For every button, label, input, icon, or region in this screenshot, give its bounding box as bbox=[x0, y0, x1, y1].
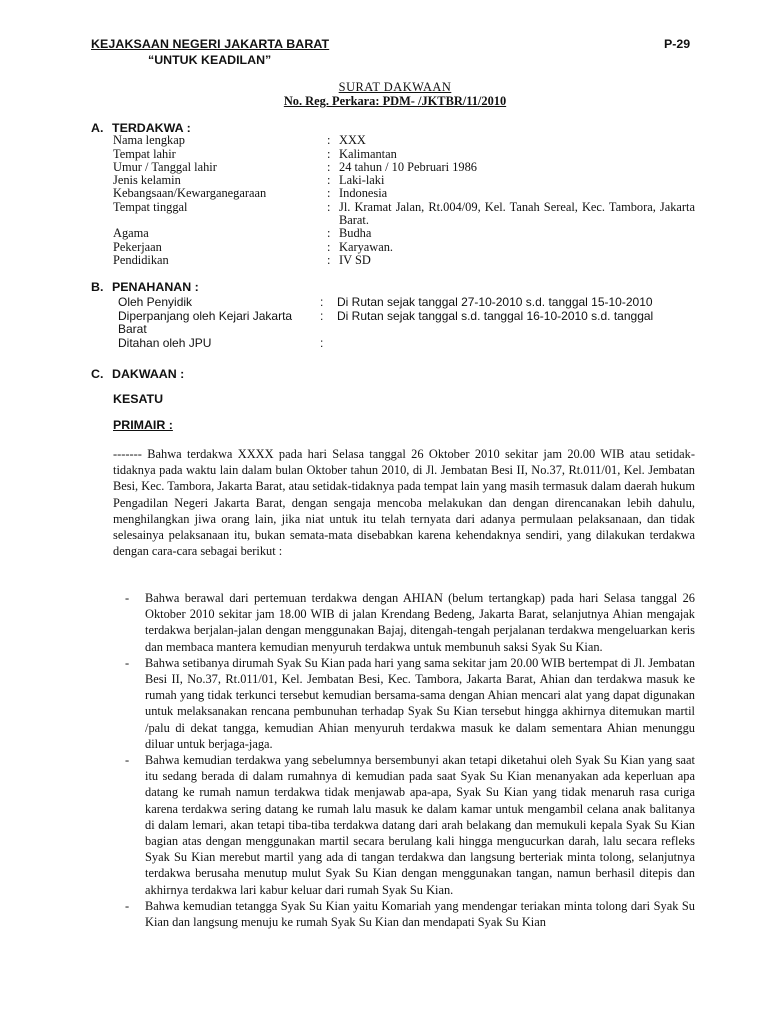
office-motto: “UNTUK KEADILAN” bbox=[148, 53, 272, 67]
document-page: KEJAKSAAN NEGERI JAKARTA BARAT “UNTUK KEADILAN” P-29 SURAT DAKWAAN No. Reg. Perkara: PDM- /JKTBR/11/2010 A. TERDAKWA : Nama lengkap : XXX Tempat lahir : Kalimantan Umur / Tanggal lahir : 24 tahun / 10 Pebruari 1986 Jenis kelamin : Laki-laki Kebangsaan/Kewarganegaraan : Indonesia Tempat tinggal : Jl. Kramat Jalan, Rt.004/09, Kel. Tanah Sereal, Kec. Tambora, Jakarta Barat. Agama : Budha Pekerjaan : Karyawan. Pendidikan : IV SD B. PENAHANAN : Oleh Penyidik : Di Rutan sejak tanggal 27-10-2010 s.d. tanggal 15-10-2010 Diperpanjang oleh Kejari Jakarta Barat : Di Rutan sejak tanggal s.d. tanggal 16-10-2010 s.d. tanggal Ditahan oleh JPU : C. DAKWAAN : KESATU PRIMAIR : ------- Bahwa terdakwa XXXX pada hari Selasa tanggal 26 Oktober 2010 sekitar jam 20.00 WIB atau setidak-tidaknya pada waktu lain dalam bulan Oktober tahun 2010, di Jl. Jembatan Besi II, No.37, Rt.011/01, Kel. Jembatan Besi, Kec. Tambora, Jakarta Barat, atau setidak-tidaknya pada tempat lain yang masih termasuk dalam daerah hukum Pengadilan Negeri Jakarta Barat, dengan sengaja mencoba melakukan dan dengan direncanakan lebih dahulu, menghilangkan jiwa orang lain, jika niat untuk itu telah ternyata dari adanya permulaan pelaksanaan, dan tidak selesainya pelaksanaan itu, bukan semata-mata disebabkan karena kehendaknya sendiri, yang dilakukan terdakwa dengan cara-cara sebagai berikut : - Bahwa berawal dari pertemuan terdakwa dengan AHIAN (belum tertangkap) pada hari Selasa tanggal 26 Oktober 2010 sekitar jam 18.00 WIB di jalan Krendang Bedeng, Jakarta Barat, selanjutnya Ahian mengajak terdakwa berjalan-jalan dengan menggunakan Bajaj, ditengah-tengah perjalanan terdakwa mengeluarkan keris dan membaca mantera kemudian menyuruh terdakwa untuk membunuh saksi Syak Su Kian. - Bahwa setibanya dirumah Syak Su Kian pada hari yang sama sekitar jam 20.00 WIB bertempat di Jl. Jembatan Besi II, No.37, Rt.011/01, Kel. Jembatan Besi, Kec. Tambora, Jakarta Barat, Ahian dan terdakwa masuk ke rumah yang tidak terkunci tersebut kemudian bersama-sama dengan Ahian mencari alat yang dapat digunakan untuk melaksanakan rencana pembunuhan terhadap Syak Su Kian tersebut hingga akhirnya ditemukan martil /palu di dekat tangga, kemudian Ahian menyuruh terdakwa masuk ke dalam sementara Ahian menunggu diluar untuk berjaga-jaga. - Bahwa kemudian terdakwa yang sebelumnya bersembunyi akan tetapi diketahui oleh Syak Su Kian yang saat itu sedang berada di dalam rumahnya di kemudian pada saat Syak Su Kian menanyakan ada keperluan apa datang ke rumah namun terdakwa tidak menjawab apa-apa, Syak Su Kian yang tidak menaruh rasa curiga karena terdakwa sering datang ke rumah lalu masuk ke dalam kamar untuk mengambil celana anak balitanya di dalam lemari, akan tetapi tiba-tiba terdakwa datang dari arah belakang dan memukuli kepala Syak Su Kian bagian atas dengan menggunakan martil secara berulang kali hingga mengucurkan darah, lalu secara refleks Syak Su Kian merebut martil yang ada di tangan terdakwa dan langsung berteriak minta tolong, selanjutnya terdakwa berusaha menutup mulut Syak Su Kian dengan menggunakan tangan, namun berhasil ditepis dan akhirnya terdakwa lari kabur keluar dari rumah Syak Su Kian. - Bahwa kemudian tetangga Syak Su Kian yaitu Komariah yang mendengar teriakan minta tolong dari Syak Su Kian dan langsung menuju ke rumah Syak Su Kian dan mendapati Syak Su Kian bbox=[0, 0, 768, 1024]
section-b-heading: B. PENAHANAN : bbox=[91, 280, 199, 294]
list-item: - Bahwa setibanya dirumah Syak Su Kian pada hari yang sama sekitar jam 20.00 WIB bertempat di Jl. Jembatan Besi II, No.37, Rt.011/01, Kel. Jembatan Besi, Kec. Tambora, Jakarta Barat, Ahian dan terdakwa masuk ke rumah yang tidak terkunci tersebut kemudian bersama-sama dengan Ahian mencari alat yang dapat digunakan untuk melaksanakan rencana pembunuhan terhadap Syak Su Kian tersebut hingga akhirnya ditemukan martil /palu di dekat tangga, kemudian Ahian menyuruh terdakwa masuk ke dalam sementara Ahian menunggu diluar untuk berjaga-jaga. bbox=[125, 655, 695, 751]
section-a-heading: A. TERDAKWA : bbox=[91, 121, 191, 135]
primair-heading: PRIMAIR : bbox=[113, 418, 173, 432]
section-c-heading: C. DAKWAAN : bbox=[91, 367, 185, 381]
form-code: P-29 bbox=[664, 37, 691, 51]
list-item: - Bahwa kemudian terdakwa yang sebelumnya bersembunyi akan tetapi diketahui oleh Syak Su Kian yang saat itu sedang berada di dalam rumahnya di kemudian pada saat Syak Su Kian menanyakan ada keperluan apa datang ke rumah namun terdakwa tidak menjawab apa-apa, Syak Su Kian yang tidak menaruh rasa curiga karena terdakwa sering datang ke rumah lalu masuk ke dalam kamar untuk mengambil celana anak balitanya di dalam lemari, akan tetapi tiba-tiba terdakwa datang dari arah belakang dan memukuli kepala Syak Su Kian bagian atas dengan menggunakan martil secara berulang kali hingga mengucurkan darah, lalu secara refleks Syak Su Kian merebut martil yang ada di tangan terdakwa dan langsung berteriak minta tolong, selanjutnya terdakwa berusaha menutup mulut Syak Su Kian dengan menggunakan tangan, namun berhasil ditepis dan akhirnya terdakwa lari kabur keluar dari rumah Syak Su Kian. bbox=[125, 753, 695, 897]
indictment-points bbox=[113, 590, 695, 930]
office-name: KEJAKSAAN NEGERI JAKARTA BARAT bbox=[91, 37, 330, 51]
indictment-intro: ------- Bahwa terdakwa XXXX pada hari Selasa tanggal 26 Oktober 2010 sekitar jam 20.00 WIB atau setidak-tidaknya pada waktu lain dalam bulan Oktober tahun 2010, di Jl. Jembatan Besi II, No.37, Rt.011/01, Kel. Jembatan Besi, Kec. Tambora, Jakarta Barat, atau setidak-tidaknya pada tempat lain yang masih termasuk dalam daerah hukum Pengadilan Negeri Jakarta Barat, dengan sengaja mencoba melakukan dan dengan direncanakan lebih dahulu, menghilangkan jiwa orang lain, jika niat untuk itu telah ternyata dari adanya permulaan pelaksanaan, dan tidak selesainya pelaksanaan itu, bukan semata-mata disebabkan karena kehendaknya sendiri, yang dilakukan terdakwa dengan cara-cara sebagai berikut : bbox=[113, 447, 695, 559]
kesatu-heading: KESATU bbox=[113, 392, 164, 406]
registration-number: No. Reg. Perkara: PDM- /JKTBR/11/2010 bbox=[283, 94, 507, 108]
list-item: - Bahwa berawal dari pertemuan terdakwa dengan AHIAN (belum tertangkap) pada hari Selasa tanggal 26 Oktober 2010 sekitar jam 18.00 WIB di jalan Krendang Bedeng, Jakarta Barat, selanjutnya Ahian mengajak terdakwa berjalan-jalan dengan menggunakan Bajaj, ditengah-tengah perjalanan terdakwa mengeluarkan keris dan membaca mantera kemudian menyuruh terdakwa untuk membunuh saksi Syak Su Kian. bbox=[125, 591, 695, 654]
document-title: SURAT DAKWAAN bbox=[338, 80, 452, 94]
list-item: - Bahwa kemudian tetangga Syak Su Kian yaitu Komariah yang mendengar teriakan minta tolong dari Syak Su Kian dan langsung menuju ke rumah Syak Su Kian dan mendapati Syak Su Kian bbox=[125, 898, 695, 930]
